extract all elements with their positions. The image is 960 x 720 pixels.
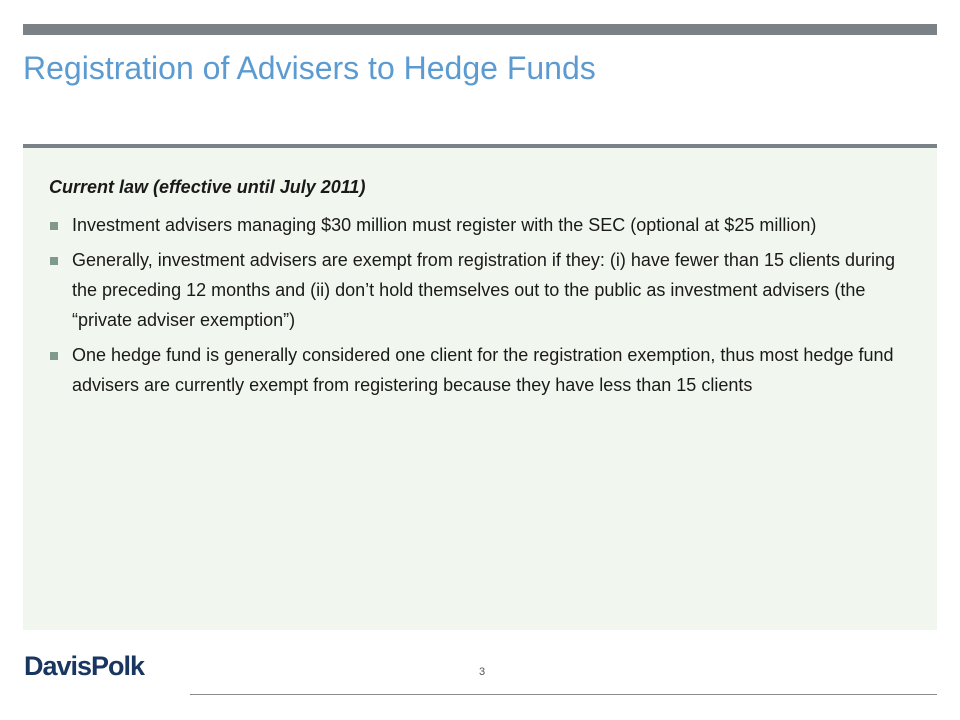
bullet-item <box>49 340 919 400</box>
square-bullet-icon <box>50 352 58 360</box>
top-header-bar <box>23 24 937 35</box>
page-number: 3 <box>478 666 486 678</box>
square-bullet-icon <box>50 222 58 230</box>
bullet-text: Investment advisers managing $30 million must register with the SEC (optional at $25 million) <box>72 215 817 235</box>
section-heading: Current law (effective until July 2011) <box>49 177 366 197</box>
davis-polk-logo: DavisPolk <box>24 651 145 681</box>
bullet-list <box>49 210 919 405</box>
bullet-item <box>49 245 919 335</box>
footer-divider <box>190 694 937 695</box>
bullet-text: One hedge fund is generally considered one client for the registration exemption, thus most hedge fund advisers are currently exempt from registering because they have less than 15 clients <box>72 345 894 395</box>
square-bullet-icon <box>50 257 58 265</box>
content-panel <box>23 148 937 630</box>
bullet-text: Generally, investment advisers are exempt from registration if they: (i) have fewer than 15 clients during the preceding 12 months and (ii) don’t hold themselves out to the public as investment advisers (the “private adviser exemption”) <box>72 250 896 330</box>
bullet-item <box>49 210 919 240</box>
slide-title: Registration of Advisers to Hedge Funds <box>23 50 596 86</box>
